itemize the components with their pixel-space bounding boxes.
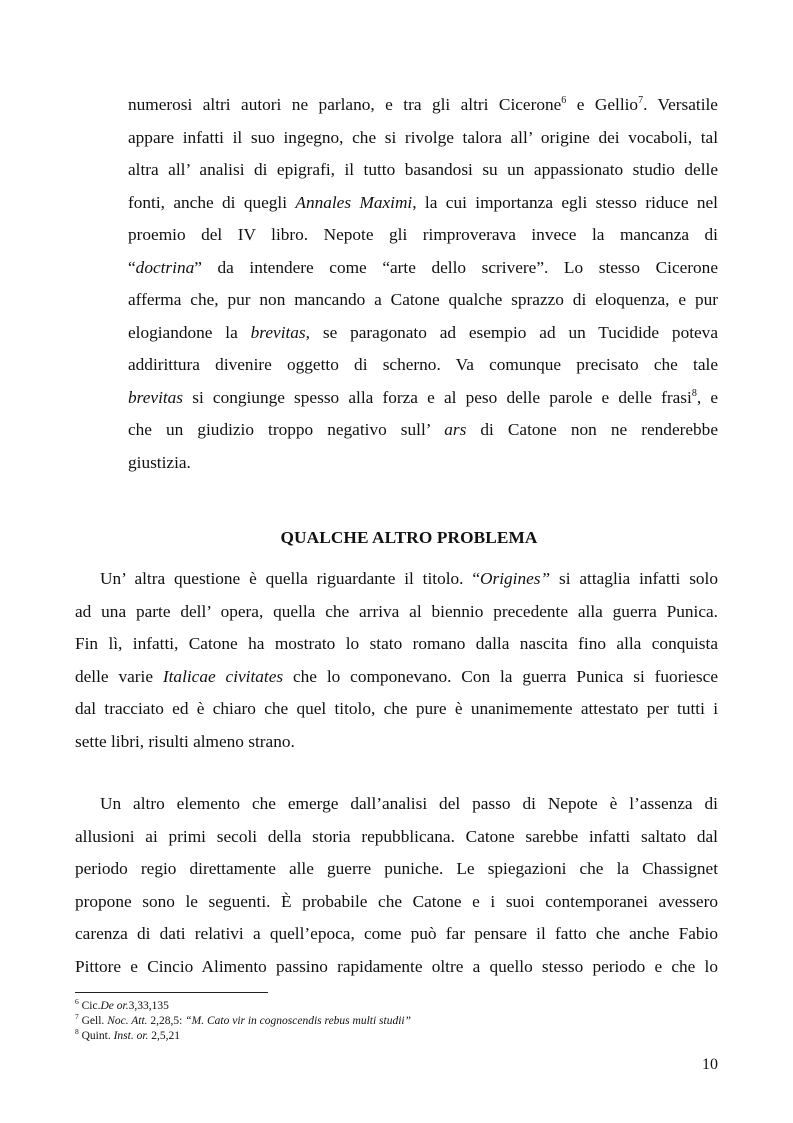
- footnotes: [75, 999, 715, 1044]
- text-line: fonti, anche di quegli Annales Maximi, la cui importanza egli stesso riduce nel: [128, 192, 718, 212]
- text-line: elogiandone la brevitas, se paragonato ad esempio ad un Tucidide poteva: [128, 322, 718, 342]
- text-line: carenza di dati relativi a quell’epoca, come può far pensare il fatto che anche Fabio: [75, 924, 718, 943]
- text-line: proemio del IV libro. Nepote gli rimproverava invece la mancanza di: [128, 225, 718, 244]
- text-line: addirittura divenire oggetto di scherno. Va comunque precisato che tale: [128, 355, 718, 374]
- footnote-ref-8[interactable]: 8: [691, 387, 697, 399]
- text-line: allusioni ai primi secoli della storia repubblicana. Catone sarebbe infatti saltato dal: [75, 826, 718, 846]
- text-line: ad una parte dell’ opera, quella che arriva al biennio precedente alla guerra Punica.: [75, 601, 718, 621]
- footnote-ref-6[interactable]: 6: [561, 95, 567, 107]
- text-line: numerosi altri autori ne parlano, e tra gli altri Cicerone$^6$ e Gellio$^7$. Versatile: [128, 95, 718, 114]
- section-heading: QUALCHE ALTRO PROBLEMA: [280, 528, 538, 547]
- footnote-6: $^6$ Cic.De or.3,33,135: [75, 997, 169, 1012]
- paragraph-assenza-allusioni: [75, 788, 718, 983]
- text-line: afferma che, pur non mancando a Catone qualche sprazzo di eloquenza, e pur: [128, 290, 718, 309]
- footnote-8: $^8$ Quint. Inst. or. 2,5,21: [75, 1027, 181, 1042]
- text-line: Un’ altra questione è quella riguardante il titolo. “Origines” si attaglia infatti solo: [100, 569, 718, 588]
- footnote-7: $^7$ Gell. Noc. Att. 2,28,5: “M. Cato vir in cognoscendis rebus multi studii”: [75, 1012, 411, 1027]
- text-line: periodo regio direttamente alle guerre puniche. Le spiegazioni che la Chassignet: [75, 859, 718, 878]
- text-line: giustizia.: [128, 452, 191, 472]
- text-line: “doctrina” da intendere come “arte dello scrivere”. Lo stesso Cicerone: [128, 257, 718, 277]
- text-line: delle varie Italicae civitates che lo componevano. Con la guerra Punica si fuoriesce: [75, 666, 718, 686]
- footnote-ref-7[interactable]: 7: [638, 95, 644, 107]
- text-line: Un altro elemento che emerge dall’analisi del passo di Nepote è l’assenza di: [100, 794, 718, 813]
- text-line: sette libri, risulti almeno strano.: [75, 731, 295, 751]
- text-line: Fin lì, infatti, Catone ha mostrato lo stato romano dalla nascita fino alla conquista: [75, 634, 718, 653]
- page-number: 10: [702, 1056, 718, 1073]
- text-line: Pittore e Cincio Alimento passino rapidamente oltre a quello stesso periodo e che lo: [75, 956, 718, 976]
- text-line: propone sono le seguenti. È probabile che Catone e i suoi contemporanei avessero: [75, 891, 718, 911]
- text-line: che un giudizio troppo negativo sull’ ars di Catone non ne renderebbe: [128, 420, 718, 439]
- footnote-separator: [75, 992, 268, 993]
- paragraph-cato-ingegno: [128, 89, 718, 479]
- text-line: altra all’ analisi di epigrafi, il tutto basandosi su un appassionato studio delle: [128, 160, 718, 179]
- text-line: dal tracciato ed è chiaro che quel titolo, che pure è unanimemente attestato per tutti i: [75, 699, 718, 718]
- paragraph-titolo-origines: [75, 563, 718, 758]
- text-line: brevitas si congiunge spesso alla forza e al peso delle parole e delle frasi$^8$, e: [128, 387, 719, 407]
- text-line: appare infatti il suo ingegno, che si rivolge talora all’ origine dei vocaboli, tal: [128, 127, 718, 147]
